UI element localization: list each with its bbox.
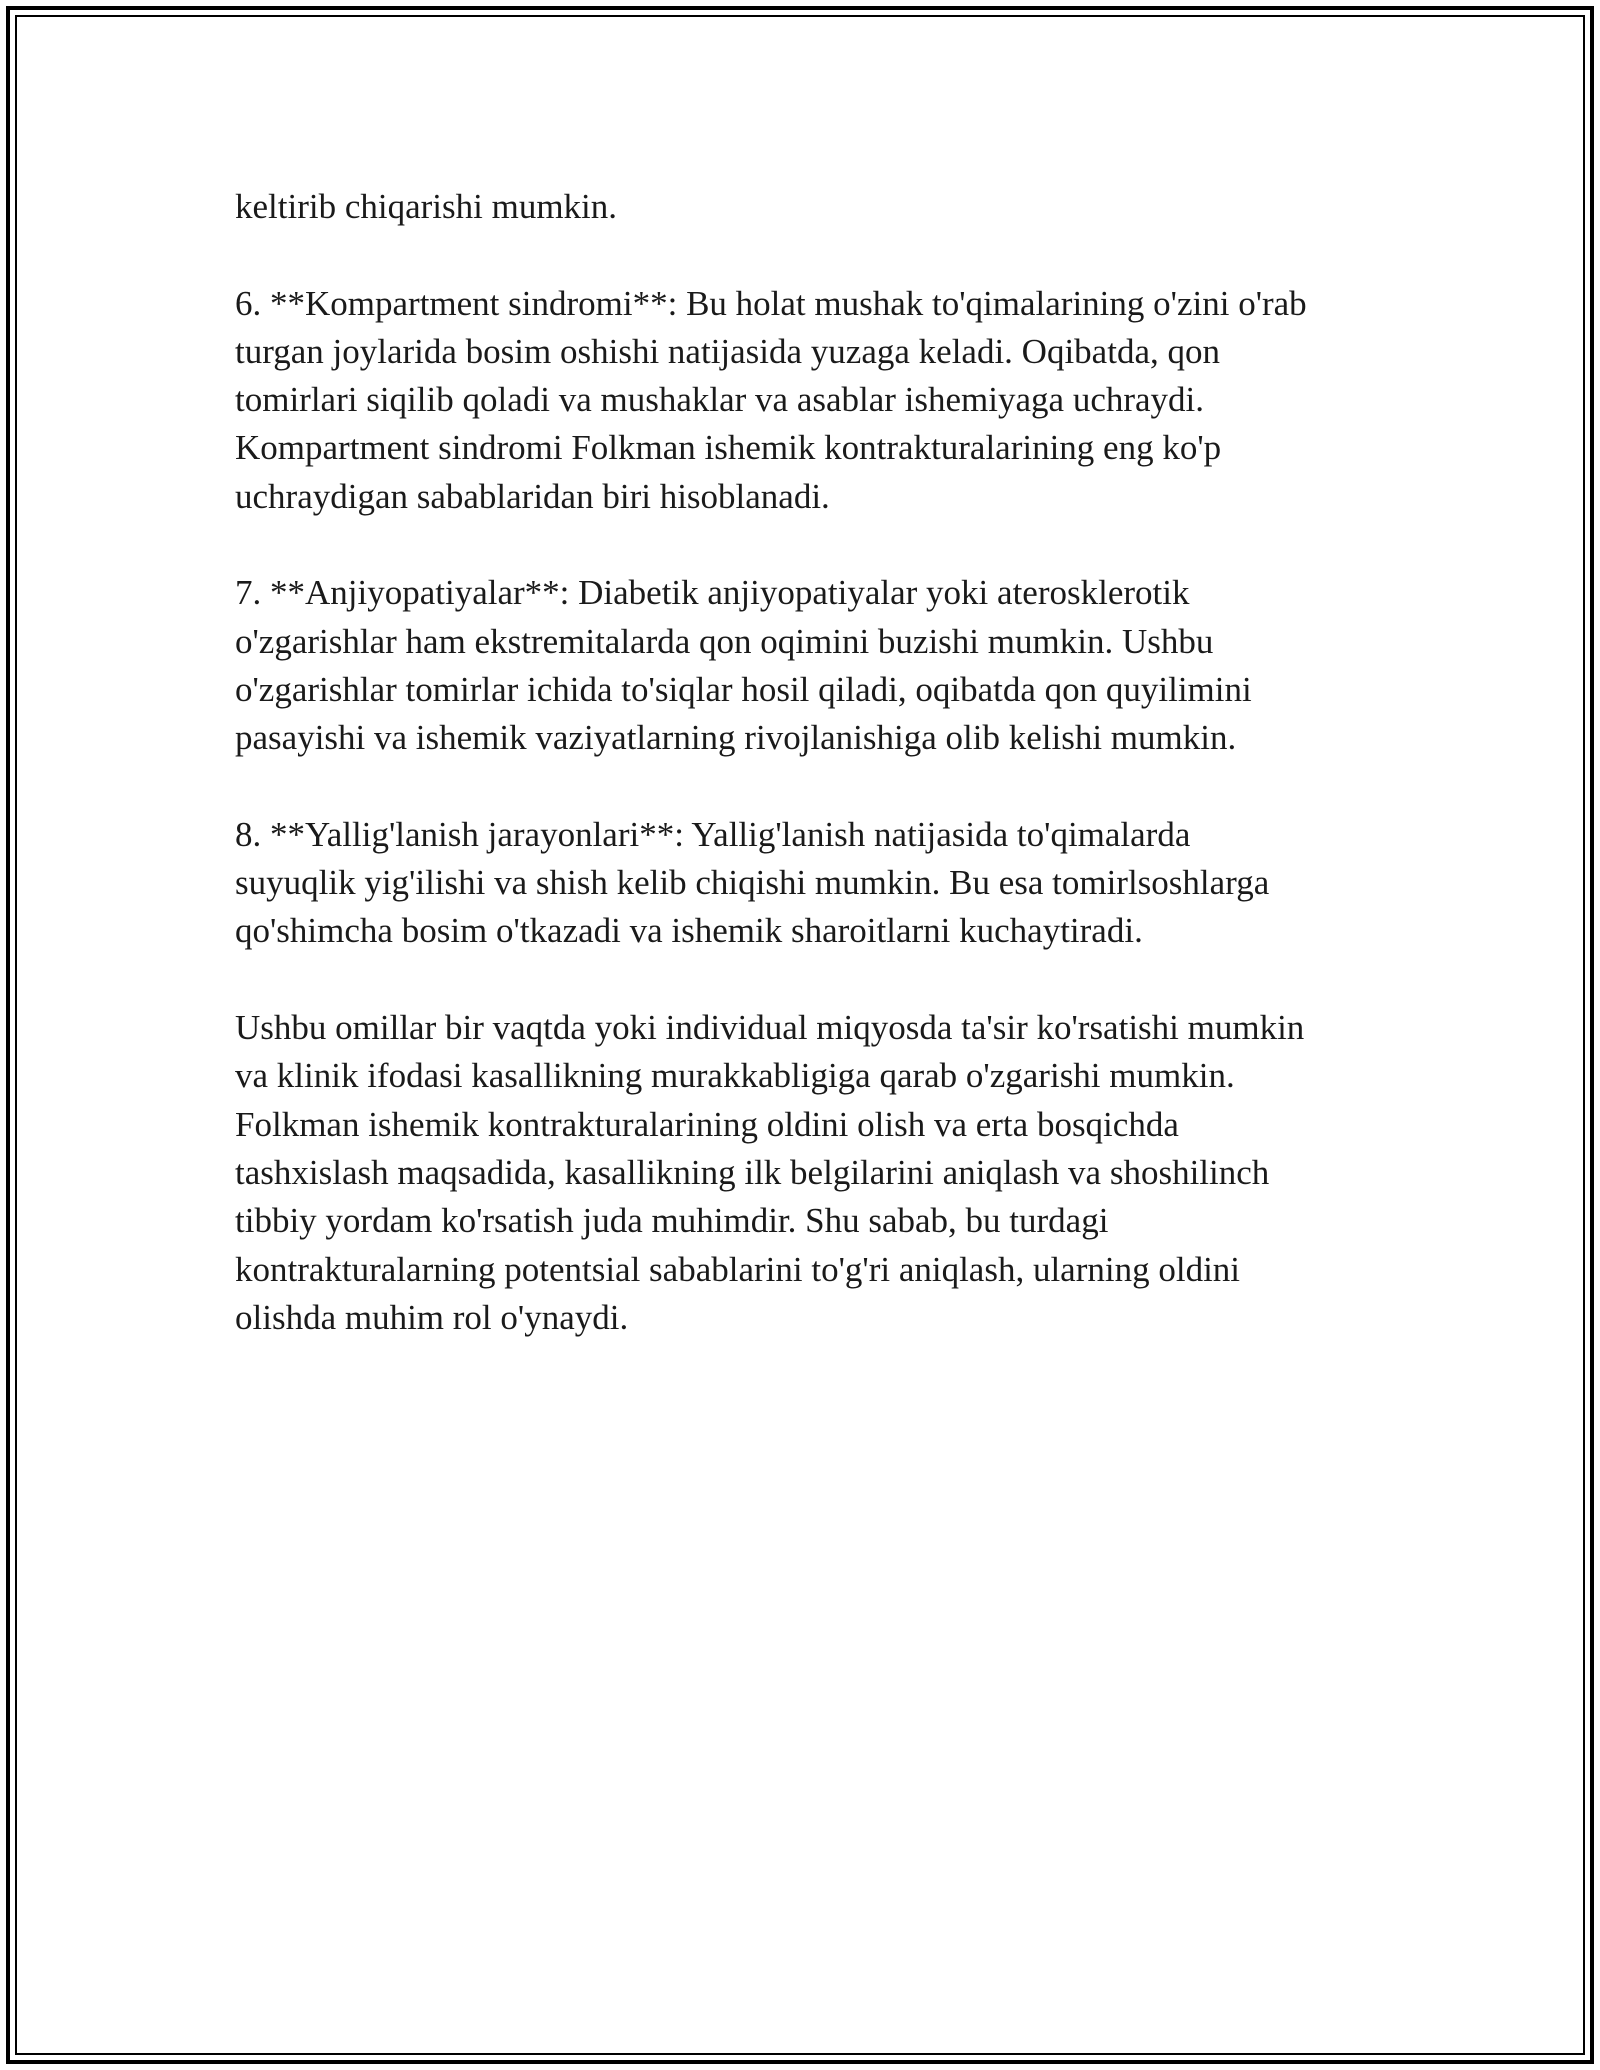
text-line: olishda muhim rol o'ynaydi.	[235, 1297, 629, 1337]
text-line: tomirlari siqilib qoladi va mushaklar va asablar ishemiyaga uchraydi.	[235, 380, 1205, 420]
text-line: pasayishi va ishemik vaziyatlarning rivojlanishiga olib kelishi mumkin.	[235, 718, 1237, 758]
text-line: turgan joylarida bosim oshishi natijasida yuzaga keladi. Oqibatda, qon	[235, 331, 1220, 371]
text-line: tibbiy yordam ko'rsatish juda muhimdir. Shu sabab, bu turdagi	[235, 1201, 1109, 1241]
text-line: qo'shimcha bosim o'tkazadi va ishemik sharoitlarni kuchaytiradi.	[235, 911, 1143, 951]
paragraph-item-7	[235, 569, 1385, 762]
text-line: Folkman ishemik kontrakturalarining oldini olish va erta bosqichda	[235, 1104, 1179, 1144]
text-line: Ushbu omillar bir vaqtda yoki individual miqyosda ta'sir ko'rsatishi mumkin	[235, 1008, 1305, 1048]
text-line: o'zgarishlar tomirlar ichida to'siqlar hosil qiladi, oqibatda qon quyilimini	[235, 669, 1252, 709]
text-line: va klinik ifodasi kasallikning murakkabligiga qarab o'zgarishi mumkin.	[235, 1056, 1235, 1096]
text-line: o'zgarishlar ham ekstremitalarda qon oqimini buzishi mumkin. Ushbu	[235, 621, 1214, 661]
document-body	[235, 183, 1385, 1390]
text-line: 7. **Anjiyopatiyalar**: Diabetik anjiyopatiyalar yoki aterosklerotik	[235, 573, 1190, 613]
text-line: 6. **Kompartment sindromi**: Bu holat mushak to'qimalarining o'zini o'rab	[235, 283, 1307, 323]
paragraph-continuation	[235, 183, 1385, 231]
text-line: 8. **Yallig'lanish jarayonlari**: Yallig'lanish natijasida to'qimalarda	[235, 814, 1191, 854]
text-line: keltirib chiqarishi mumkin.	[235, 187, 618, 226]
paragraph-item-8	[235, 811, 1385, 956]
text-line: tashxislash maqsadida, kasallikning ilk belgilarini aniqlash va shoshilinch	[235, 1152, 1270, 1192]
text-line: uchraydigan sabablaridan biri hisoblanadi.	[235, 476, 830, 516]
text-line: Kompartment sindromi Folkman ishemik kontrakturalarining eng ko'p	[235, 428, 1222, 468]
paragraph-conclusion	[235, 1004, 1385, 1342]
paragraph-item-6	[235, 280, 1385, 521]
text-line: suyuqlik yig'ilishi va shish kelib chiqishi mumkin. Bu esa tomirlsoshlarga	[235, 863, 1270, 903]
text-line: kontrakturalarning potentsial sabablarini to'g'ri aniqlash, ularning oldini	[235, 1249, 1241, 1289]
